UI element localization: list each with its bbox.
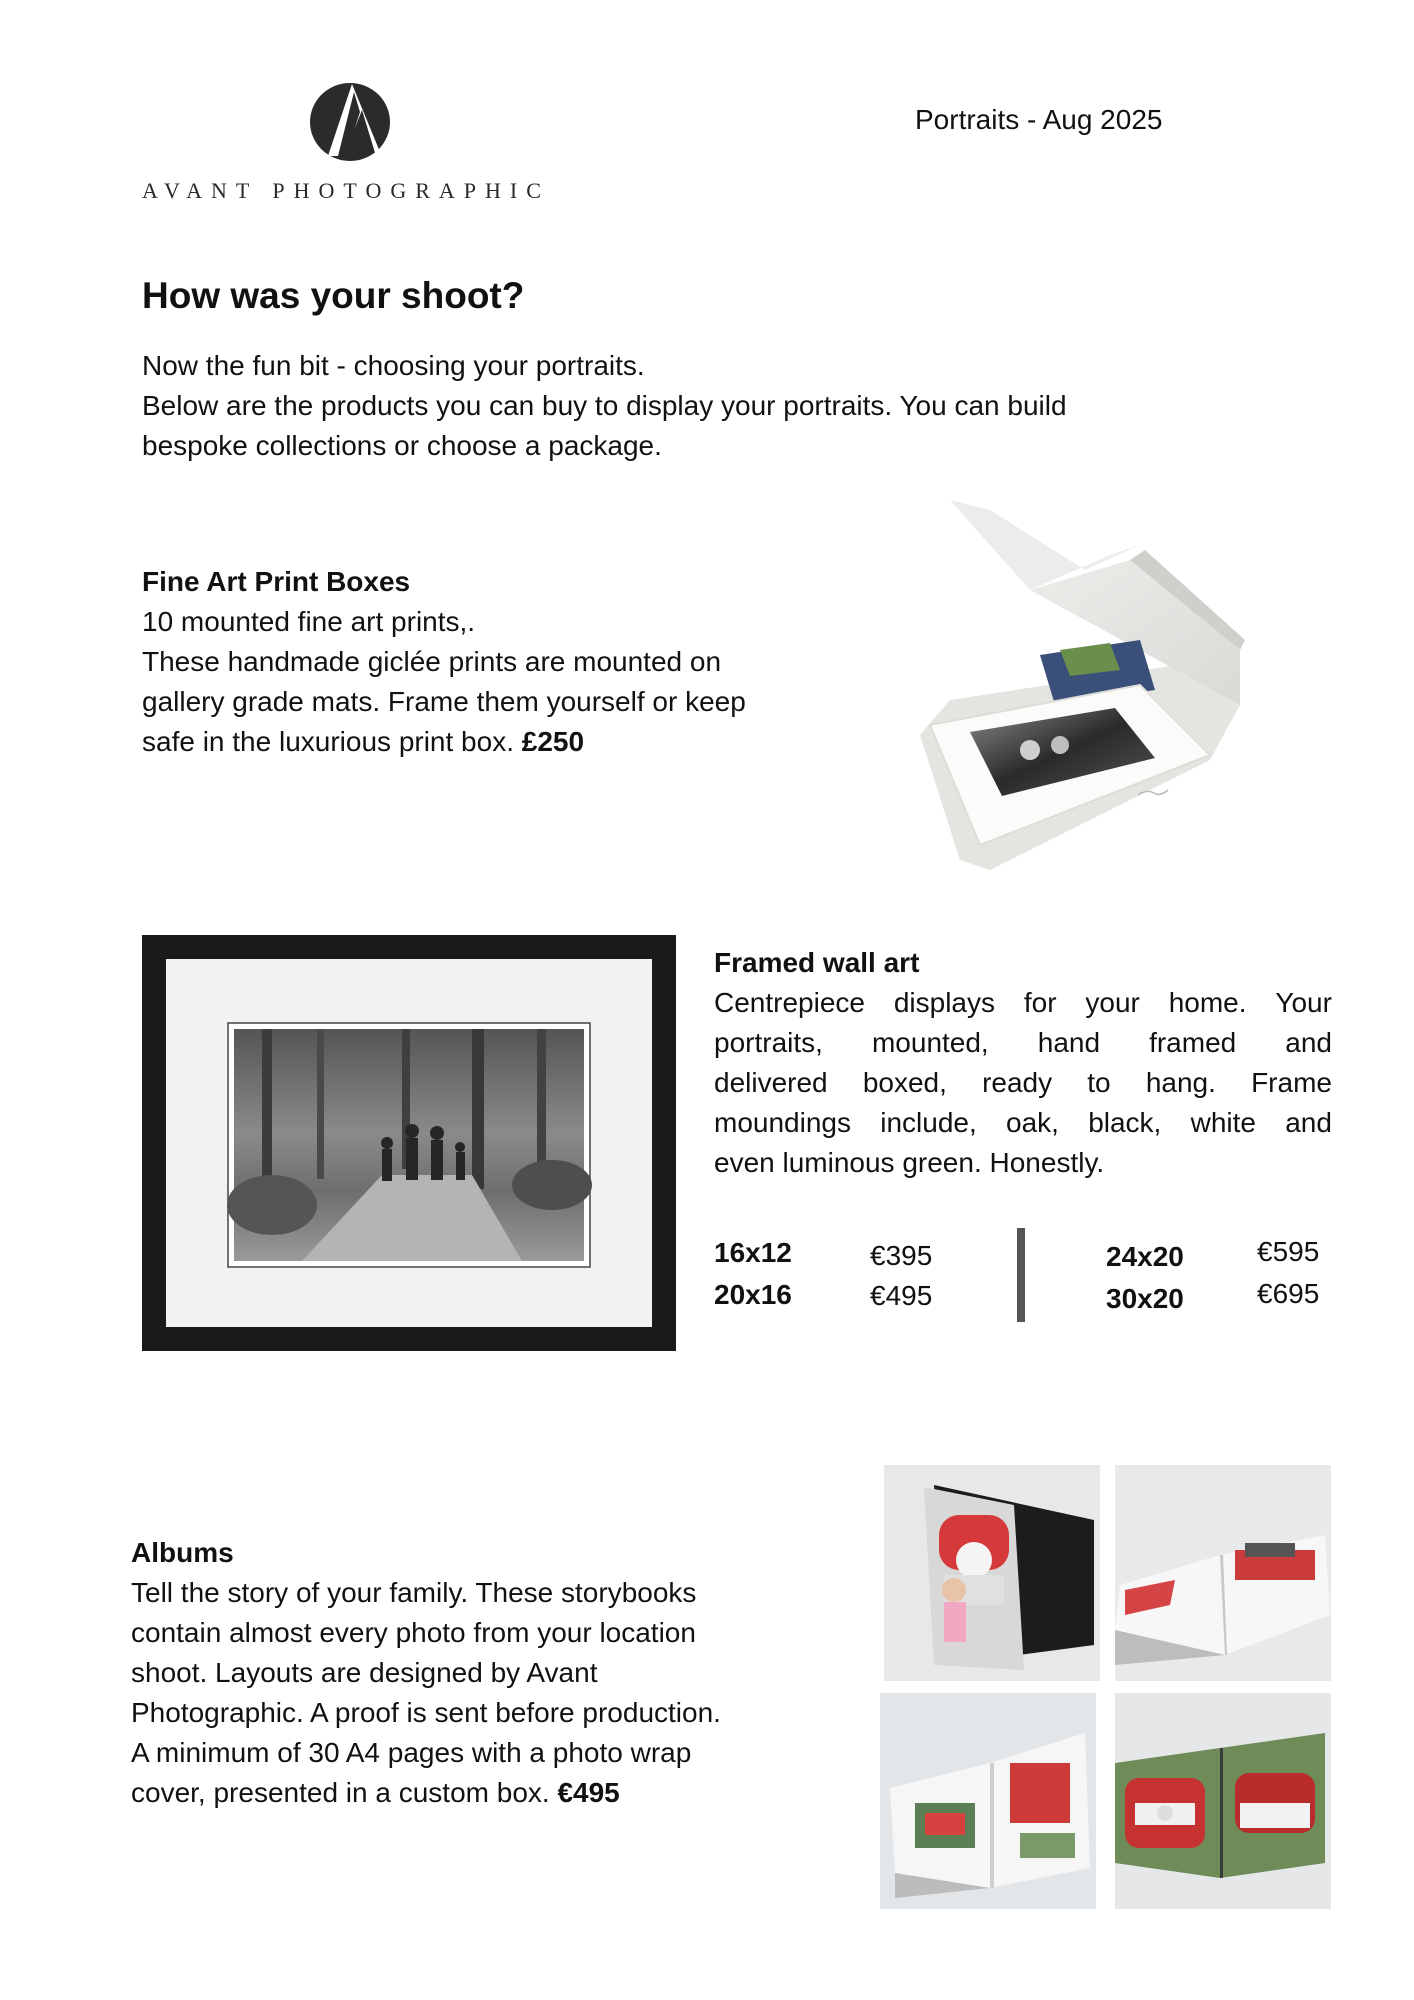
framed-art-section [714,943,1332,1183]
logo-wordmark: AVANT PHOTOGRAPHIC [142,178,550,203]
intro-line: Now the fun bit - choosing your portraits. [142,350,645,381]
page-title: How was your shoot? [142,275,525,316]
albums-section [131,1533,851,1813]
price-value-20x16: €495 [870,1280,933,1311]
description-line: Tell the story of your family. These storybooks [131,1577,697,1608]
description-text: cover, presented in a custom box. [131,1777,550,1808]
price-value-30x20: €695 [1257,1278,1320,1309]
description-line: moundings include, oak, black, white and [714,1107,1332,1138]
intro-text [142,346,1242,466]
album-photo-2 [1115,1465,1331,1681]
intro-line: bespoke collections or choose a package. [142,430,662,461]
print-boxes-price: £250 [521,726,585,757]
framed-art-image [142,935,676,1351]
description-line: gallery grade mats. Frame them yourself or keep [142,686,746,717]
description-line: shoot. Layouts are designed by Avant [131,1657,598,1688]
framed-art-description [714,983,1332,1183]
price-value-16x12: €395 [870,1240,933,1271]
logo [140,82,560,207]
price-divider [1017,1228,1025,1322]
logo-mark-icon [308,82,392,162]
framed-art-title: Framed wall art [714,947,920,978]
print-boxes-title: Fine Art Print Boxes [142,566,411,597]
intro-line: Below are the products you can buy to display your portraits. You can build [142,390,1067,421]
description-line: Photographic. A proof is sent before production. [131,1697,721,1728]
description-line [142,722,862,762]
price-value-24x20: €595 [1257,1236,1320,1267]
print-boxes-section [142,562,862,762]
description-line: delivered boxed, ready to hang. Frame [714,1067,1332,1098]
album-photo-3 [880,1693,1096,1909]
page-tag: Portraits - Aug 2025 [915,104,1163,135]
description-line: contain almost every photo from your location [131,1617,696,1648]
albums-price: €495 [557,1777,620,1808]
print-boxes-description [142,602,862,762]
price-size-24x20: 24x20 [1106,1241,1184,1272]
price-size-30x20: 30x20 [1106,1283,1184,1314]
print-box-image [910,500,1290,870]
description-line: Centrepiece displays for your home. Your [714,987,1332,1018]
description-text: safe in the luxurious print box. [142,726,514,757]
price-size-16x12: 16x12 [714,1237,792,1268]
album-photo-1 [884,1465,1100,1681]
description-line [131,1773,851,1813]
description-line: These handmade giclée prints are mounted on [142,646,722,677]
description-line: even luminous green. Honestly. [714,1147,1105,1178]
albums-description [131,1573,851,1813]
albums-title: Albums [131,1537,234,1568]
description-line: A minimum of 30 A4 pages with a photo wrap [131,1737,692,1768]
price-size-20x16: 20x16 [714,1279,792,1310]
album-photo-4 [1115,1693,1331,1909]
description-line: 10 mounted fine art prints,. [142,606,476,637]
description-line: portraits, mounted, hand framed and [714,1027,1332,1058]
